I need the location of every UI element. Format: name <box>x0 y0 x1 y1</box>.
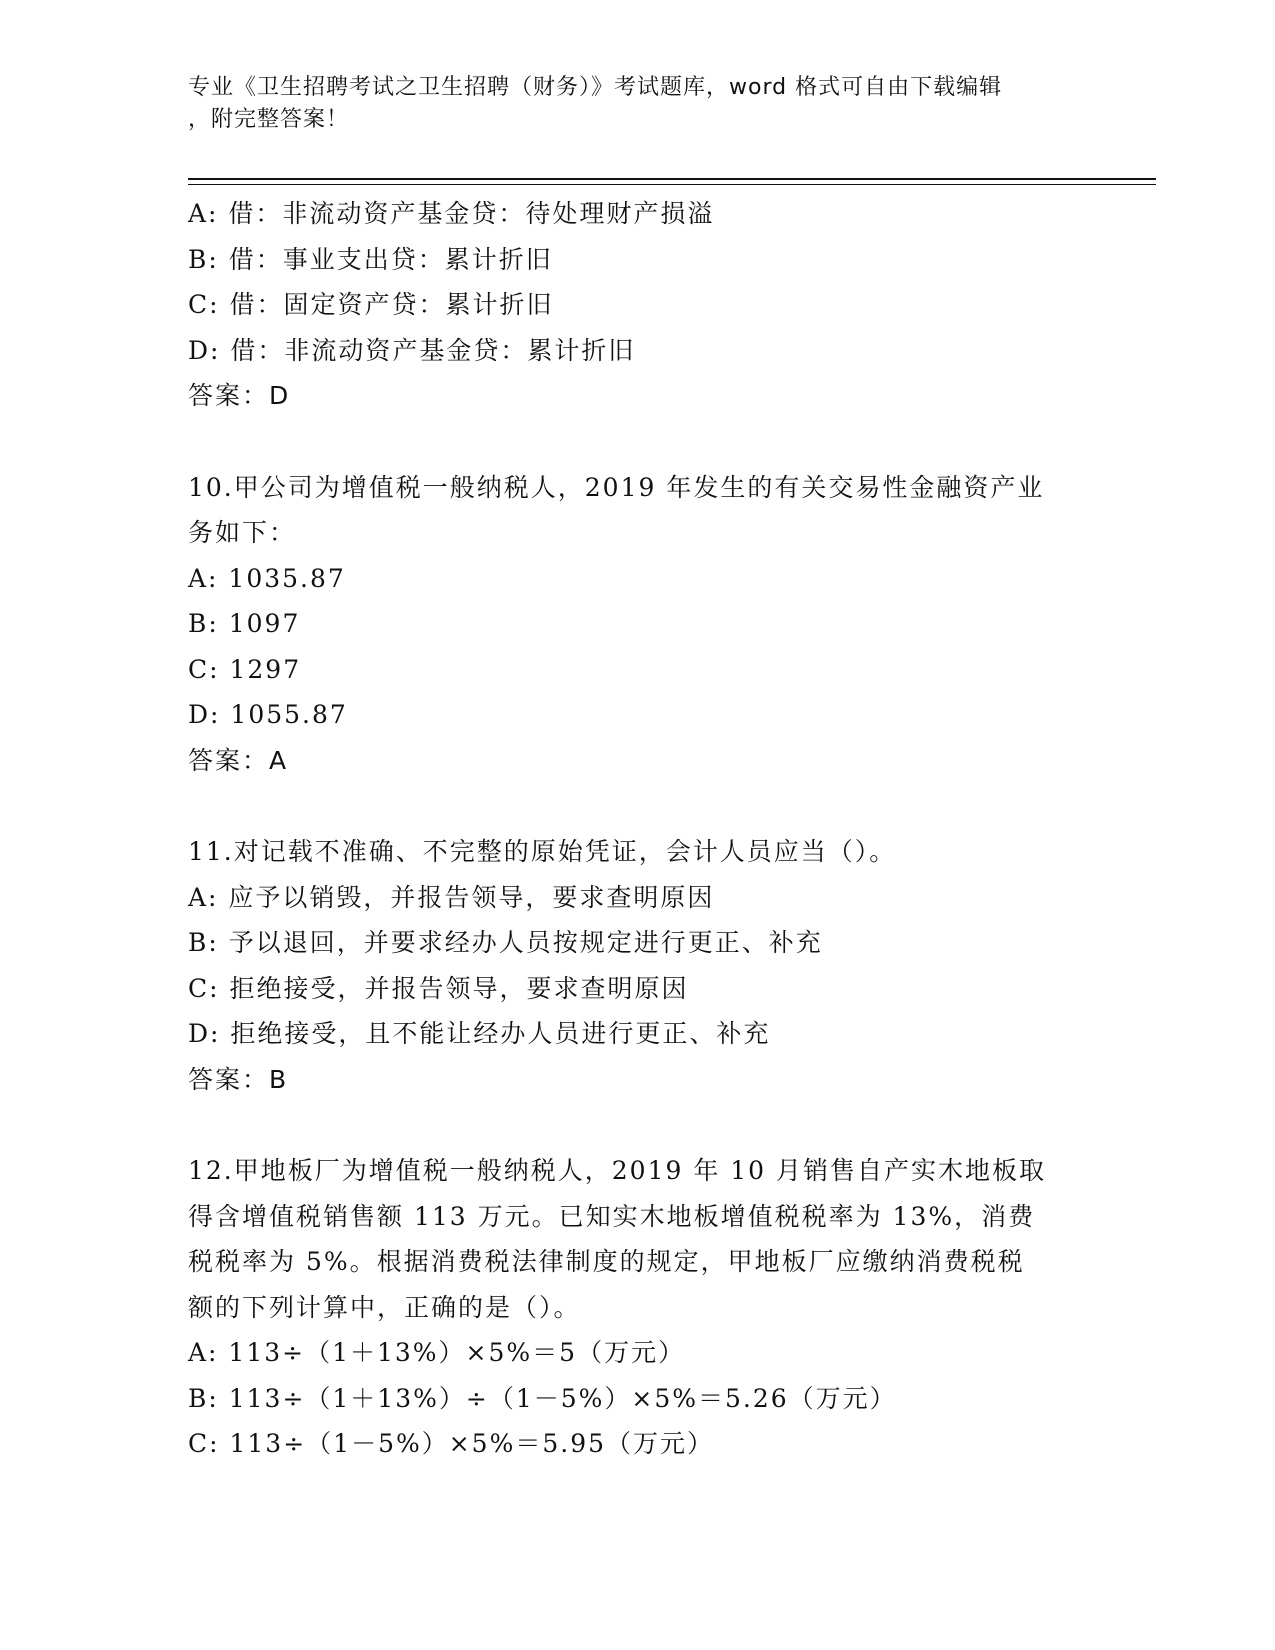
question-stem-line: 税税率为 5%。根据消费税法律制度的规定，甲地板厂应缴纳消费税税 <box>188 1247 1025 1276</box>
question-stem-line: 11.对记载不准确、不完整的原始凭证，会计人员应当（）。 <box>188 837 897 866</box>
question-list <box>188 191 1088 1467</box>
header-rule-thin <box>188 184 1156 185</box>
option-c: C: 拒绝接受，并报告领导，要求查明原因 <box>188 973 689 1003</box>
option-a: A: 应予以销毁，并报告领导，要求查明原因 <box>188 882 715 912</box>
option-d: D: 1055.87 <box>188 700 348 729</box>
option-a: A: 1035.87 <box>188 563 346 593</box>
question-stem-line: 额的下列计算中，正确的是（）。 <box>188 1292 581 1322</box>
option-b: B: 予以退回，并要求经办人员按规定进行更正、补充 <box>188 928 823 957</box>
answer: 答案：A <box>188 745 289 775</box>
question-stem-line: 务如下： <box>188 518 297 547</box>
question-stem-line: 得含增值税销售额 113 万元。已知实木地板增值税税率为 13%，消费 <box>188 1201 1036 1231</box>
option-c: C: 1297 <box>188 654 302 684</box>
option-b: B: 1097 <box>188 609 301 638</box>
header-line-2: ，附完整答案！ <box>188 107 350 132</box>
option-c: C: 113÷（1－5%）×5%＝5.95（万元） <box>188 1429 715 1458</box>
page-header <box>188 72 1068 136</box>
header-rule-thick <box>188 178 1156 180</box>
question-10 <box>188 465 1088 784</box>
question-stem-line: 10.甲公司为增值税一般纳税人，2019 年发生的有关交易性金融资产业 <box>188 472 1045 502</box>
answer: 答案：B <box>188 1064 289 1094</box>
question-stem-line: 12.甲地板厂为增值税一般纳税人，2019 年 10 月销售自产实木地板取 <box>188 1156 1047 1185</box>
option-b: B: 借：事业支出贷：累计折旧 <box>188 244 553 274</box>
question-12 <box>188 1148 1088 1467</box>
question-9 <box>188 191 1088 419</box>
option-a: A: 113÷（1＋13%）×5%＝5（万元） <box>188 1338 686 1367</box>
question-gap <box>188 1102 1088 1148</box>
answer: 答案：D <box>188 381 291 410</box>
question-gap <box>188 783 1088 829</box>
question-11 <box>188 829 1088 1102</box>
option-d: D: 拒绝接受，且不能让经办人员进行更正、补充 <box>188 1019 771 1048</box>
question-gap <box>188 419 1088 465</box>
option-a: A: 借：非流动资产基金贷：待处理财产损溢 <box>188 199 715 228</box>
option-b: B: 113÷（1＋13%）÷（1－5%）×5%＝5.26（万元） <box>188 1383 897 1413</box>
option-d: D: 借：非流动资产基金贷：累计折旧 <box>188 335 636 365</box>
option-c: C: 借：固定资产贷：累计折旧 <box>188 290 554 319</box>
header-line-1: 专业《卫生招聘考试之卫生招聘（财务）》考试题库，word 格式可自由下载编辑 <box>188 75 1003 100</box>
